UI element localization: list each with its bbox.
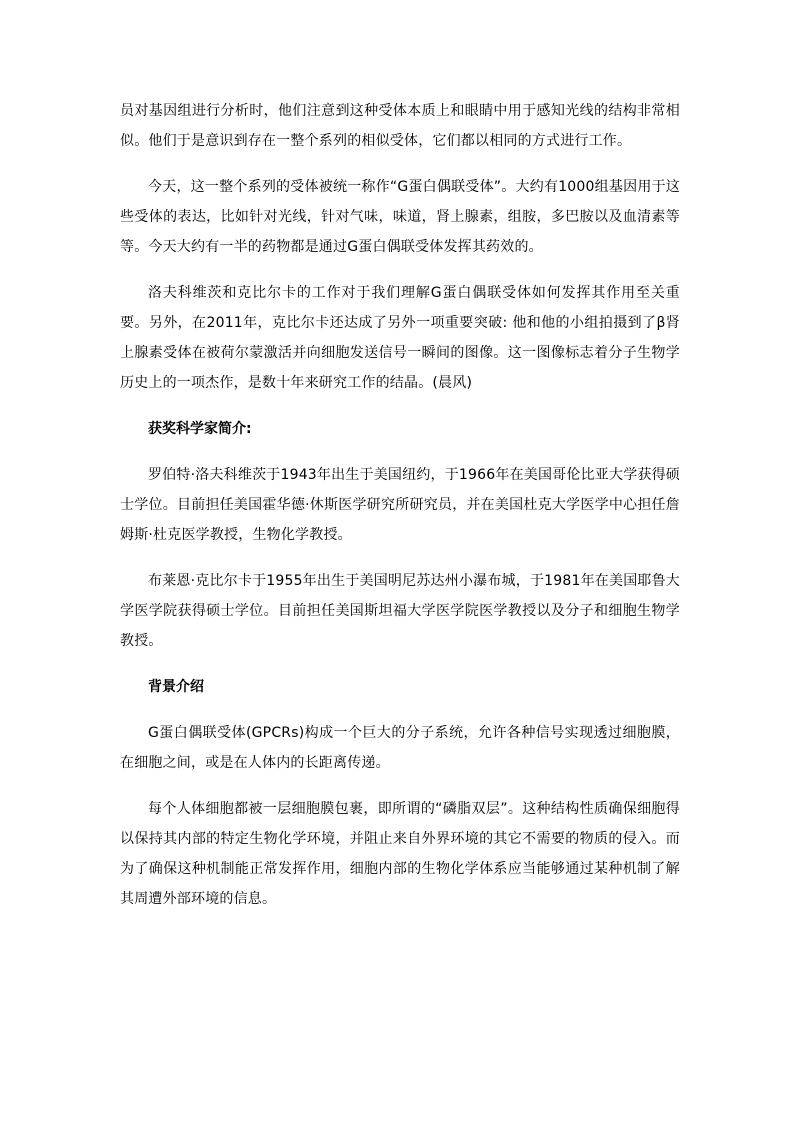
heading-background: 背景介绍 bbox=[148, 679, 204, 695]
paragraph-gpcr-system: G蛋白偶联受体(GPCRs)构成一个巨大的分子系统，允许各种信号实现透过细胞膜，在细胞之间，或是在人体内的长距离传递。 bbox=[120, 725, 680, 771]
document-page bbox=[120, 96, 680, 914]
paragraph-gpcr-family: 今天，这一整个系列的受体被统一称作“G蛋白偶联受体”。大约有1000组基因用于这些受体的表达，比如针对光线，针对气味，味道，肾上腺素，组胺，多巴胺以及血清素等等。今天大约有一半的药物都是通过G蛋白偶联受体发挥其药效的。 bbox=[120, 179, 680, 255]
paragraph-importance: 洛夫科维茨和克比尔卡的工作对于我们理解G蛋白偶联受体如何发挥其作用至关重要。另外，在2011年，克比尔卡还达成了另外一项重要突破: 他和他的小组拍摄到了β肾上腺素受体在被荷尔蒙激活并向细胞发送信号一瞬间的图像。这一图像标志着分子生物学历史上的一项杰作，是数十年来研究工作的结晶。(晨风) bbox=[120, 285, 680, 391]
paragraph-continuation: 员对基因组进行分析时，他们注意到这种受体本质上和眼睛中用于感知光线的结构非常相似。他们于是意识到存在一整个系列的相似受体，它们都以相同的方式进行工作。 bbox=[120, 103, 680, 149]
paragraph-lefkowitz-bio: 罗伯特·洛夫科维茨于1943年出生于美国纽约，于1966年在美国哥伦比亚大学获得硕士学位。目前担任美国霍华德·休斯医学研究所研究员，并在美国杜克大学医学中心担任詹姆斯·杜克医学教授，生物化学教授。 bbox=[120, 467, 680, 543]
paragraph-cell-membrane: 每个人体细胞都被一层细胞膜包裹，即所谓的“磷脂双层”。这种结构性质确保细胞得以保持其内部的特定生物化学环境，并阻止来自外界环境的其它不需要的物质的侵入。而为了确保这种机制能正常发挥作用，细胞内部的生物化学体系应当能够通过某种机制了解其周遭外部环境的信息。 bbox=[120, 801, 680, 907]
heading-laureates: 获奖科学家简介: bbox=[148, 421, 252, 437]
paragraph-kobilka-bio: 布莱恩·克比尔卡于1955年出生于美国明尼苏达州小瀑布城，于1981年在美国耶鲁大学医学院获得硕士学位。目前担任美国斯坦福大学医学院医学教授以及分子和细胞生物学教授。 bbox=[120, 573, 680, 649]
